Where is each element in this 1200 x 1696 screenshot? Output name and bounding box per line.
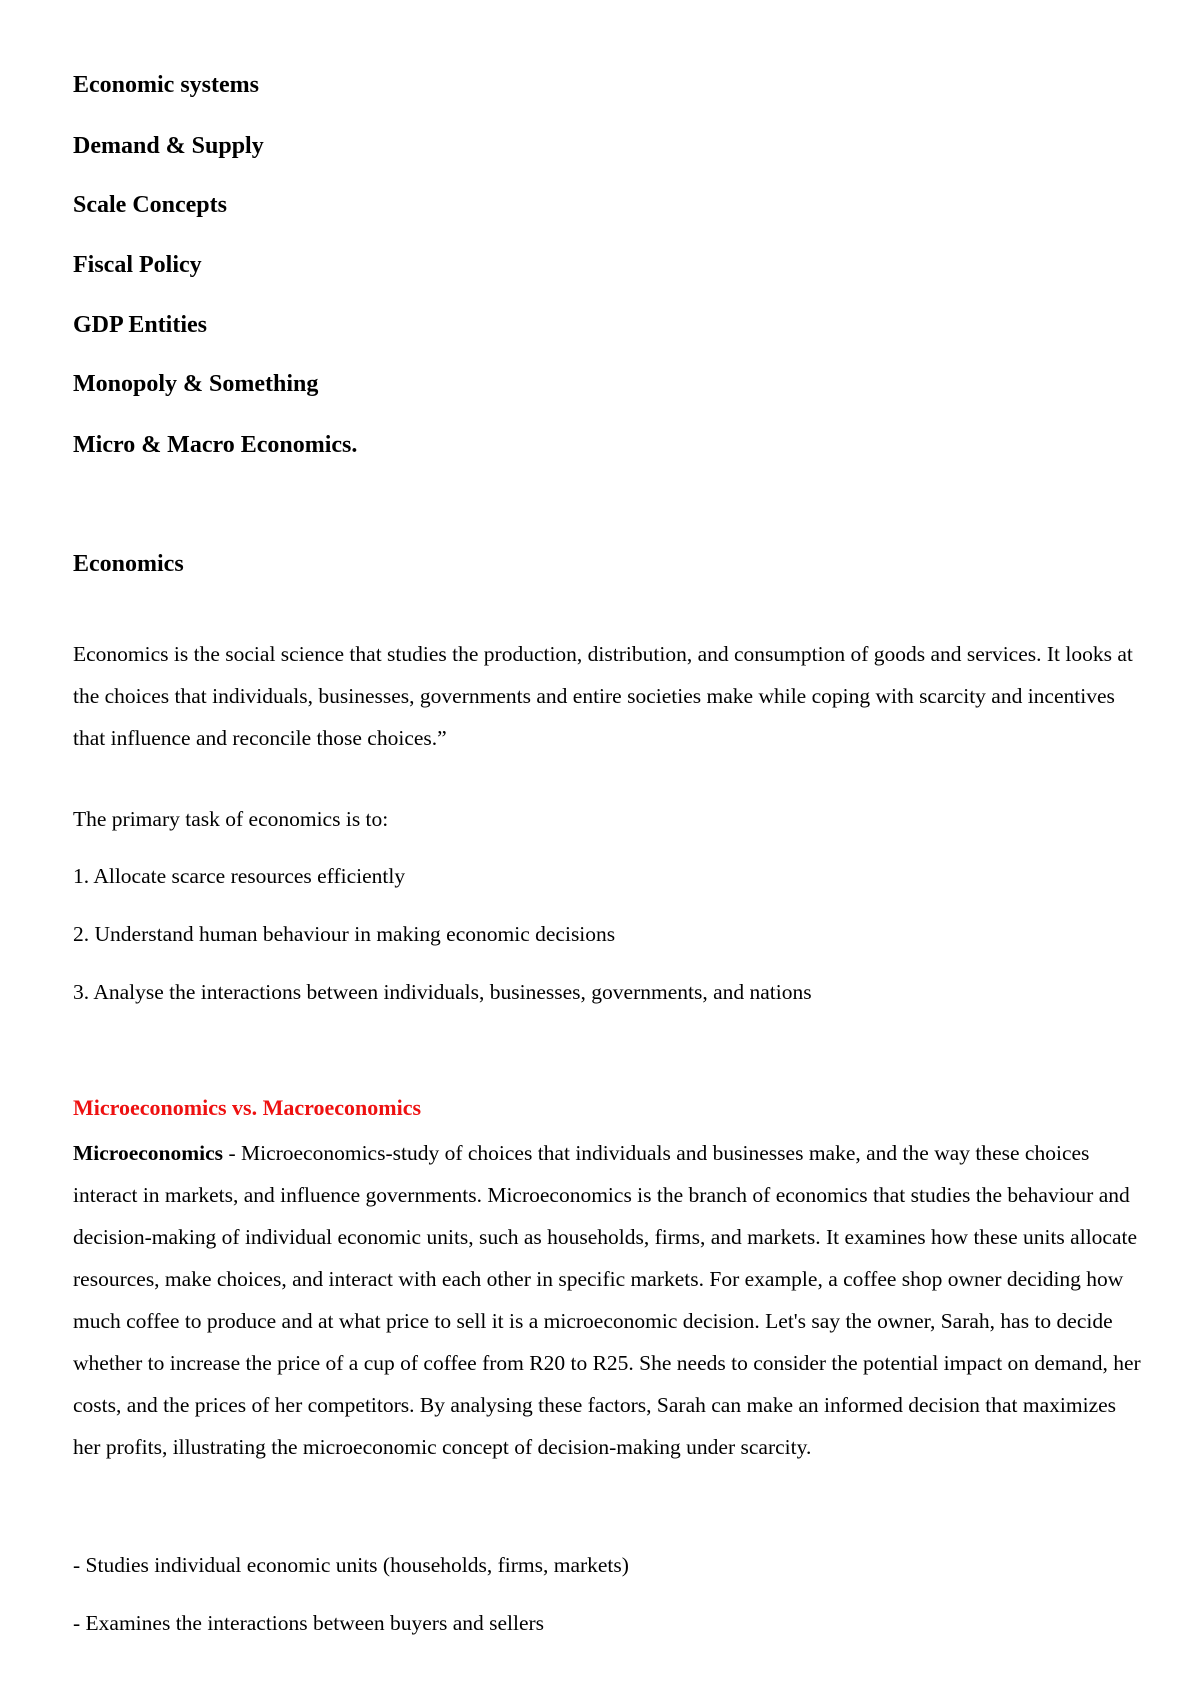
section-heading-economics: Economics <box>73 551 184 577</box>
microeconomics-term: Microeconomics <box>73 1141 224 1165</box>
bullet-item-2: - Examines the interactions between buyers and sellers <box>73 1611 545 1635</box>
topic-economic-systems: Economic systems <box>73 72 259 98</box>
topic-monopoly: Monopoly & Something <box>73 371 319 397</box>
topic-demand-supply: Demand & Supply <box>73 133 264 159</box>
microeconomics-paragraph <box>73 1132 1143 1468</box>
task-item-1: 1. Allocate scarce resources efficiently <box>73 864 406 888</box>
topic-micro-macro: Micro & Macro Economics. <box>73 432 358 458</box>
task-intro: The primary task of economics is to: <box>73 807 389 831</box>
economics-definition: Economics is the social science that studies the production, distribution, and consumption of goods and services. It looks at the choices that individuals, businesses, governments and entire societies make while coping with scarcity and incentives that influence and reconcile those choices.” <box>73 642 1133 750</box>
bullet-item-1: - Studies individual economic units (households, firms, markets) <box>73 1553 629 1577</box>
topic-fiscal-policy: Fiscal Policy <box>73 252 202 278</box>
task-item-2: 2. Understand human behaviour in making economic decisions <box>73 922 616 946</box>
microeconomics-description: - Microeconomics-study of choices that individuals and businesses make, and the way these choices interact in markets, and influence governments. Microeconomics is the branch of economics that studies the behaviour and decision-making of individual economic units, such as households, firms, and markets. It examines how these units allocate resources, make choices, and interact with each other in specific markets. For example, a coffee shop owner deciding how much coffee to produce and at what price to sell it is a microeconomic decision. Let's say the owner, Sarah, has to decide whether to increase the price of a cup of coffee from R20 to R25. She needs to consider the potential impact on demand, her costs, and the prices of her competitors. By analysing these factors, Sarah can make an informed decision that maximizes her profits, illustrating the microeconomic concept of decision-making under scarcity. <box>73 1141 1141 1459</box>
section-heading-micro-vs-macro: Microeconomics vs. Macroeconomics <box>73 1095 422 1120</box>
topic-gdp-entities: GDP Entities <box>73 312 208 338</box>
task-item-3: 3. Analyse the interactions between individuals, businesses, governments, and nations <box>73 980 812 1004</box>
topic-scale-concepts: Scale Concepts <box>73 192 227 218</box>
